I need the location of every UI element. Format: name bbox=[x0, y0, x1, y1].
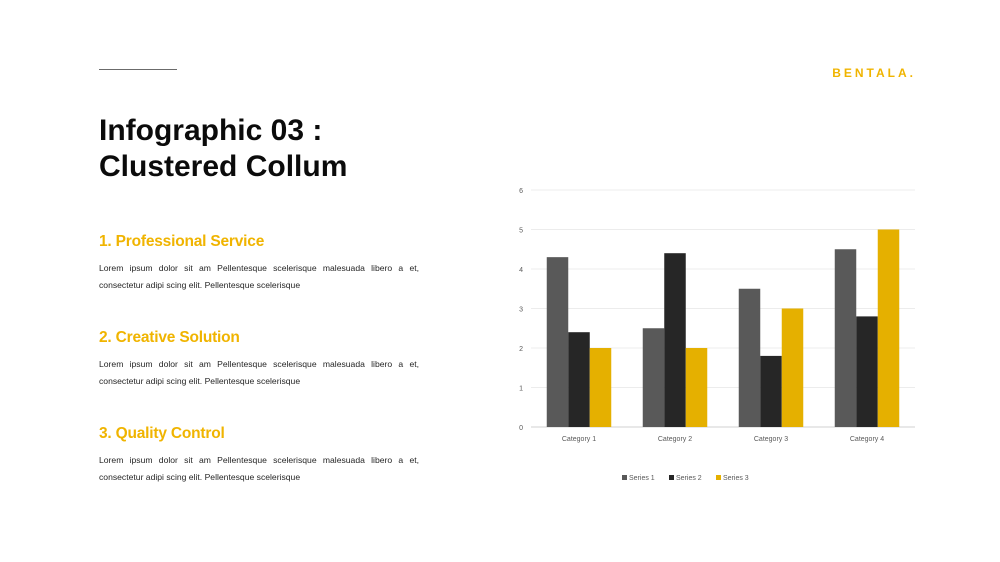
y-tick-label: 5 bbox=[519, 227, 523, 235]
page-title-line-1: Infographic 03 : bbox=[99, 114, 323, 147]
section-body: Lorem ipsum dolor sit am Pellentesque scelerisque malesuada libero a et, consectetur adipi scing elit. Pellentesque scelerisque bbox=[99, 263, 419, 290]
bar-series-1 bbox=[739, 289, 761, 427]
bar-series-2 bbox=[760, 356, 782, 427]
brand-logo-text: BENTALA. bbox=[832, 66, 916, 80]
y-tick-label: 6 bbox=[519, 188, 523, 195]
clustered-column-chart bbox=[505, 180, 925, 500]
bar-series-2 bbox=[856, 316, 878, 427]
legend-label: Series 1 bbox=[629, 475, 655, 482]
bar-series-2 bbox=[664, 253, 686, 427]
x-category-label: Category 1 bbox=[561, 436, 597, 443]
bar-series-3 bbox=[590, 348, 612, 427]
bar-series-1 bbox=[835, 249, 857, 427]
legend-swatch bbox=[716, 475, 721, 480]
section-quality-control bbox=[99, 425, 419, 486]
top-divider-line bbox=[99, 69, 177, 70]
y-tick-label: 3 bbox=[519, 306, 523, 314]
section-heading: 2. Creative Solution bbox=[99, 329, 240, 346]
x-category-label: Category 2 bbox=[657, 436, 693, 443]
section-professional-service bbox=[99, 233, 419, 294]
bar-series-2 bbox=[568, 332, 590, 427]
bar-series-3 bbox=[878, 230, 900, 428]
y-tick-label: 4 bbox=[519, 267, 523, 274]
bar-series-3 bbox=[686, 348, 708, 427]
legend-label: Series 3 bbox=[723, 475, 749, 482]
section-body: Lorem ipsum dolor sit am Pellentesque scelerisque malesuada libero a et, consectetur adipi scing elit. Pellentesque scelerisque bbox=[99, 359, 419, 386]
legend-swatch bbox=[622, 475, 627, 480]
section-body: Lorem ipsum dolor sit am Pellentesque scelerisque malesuada libero a et, consectetur adipi scing elit. Pellentesque scelerisque bbox=[99, 455, 419, 482]
section-heading: 1. Professional Service bbox=[99, 233, 265, 250]
y-tick-label: 1 bbox=[519, 385, 523, 393]
x-category-label: Category 3 bbox=[753, 436, 789, 443]
bar-series-1 bbox=[547, 257, 569, 427]
section-heading: 3. Quality Control bbox=[99, 425, 225, 442]
y-tick-label: 0 bbox=[519, 425, 523, 432]
page-title bbox=[99, 113, 347, 185]
section-creative-solution bbox=[99, 329, 419, 390]
bar-series-1 bbox=[643, 328, 665, 427]
page-title-line-2: Clustered Collum bbox=[99, 150, 348, 183]
bar-series-3 bbox=[782, 309, 804, 428]
legend-label: Series 2 bbox=[676, 475, 702, 482]
legend-swatch bbox=[669, 475, 674, 480]
y-tick-label: 2 bbox=[519, 346, 523, 353]
x-category-label: Category 4 bbox=[849, 436, 885, 443]
